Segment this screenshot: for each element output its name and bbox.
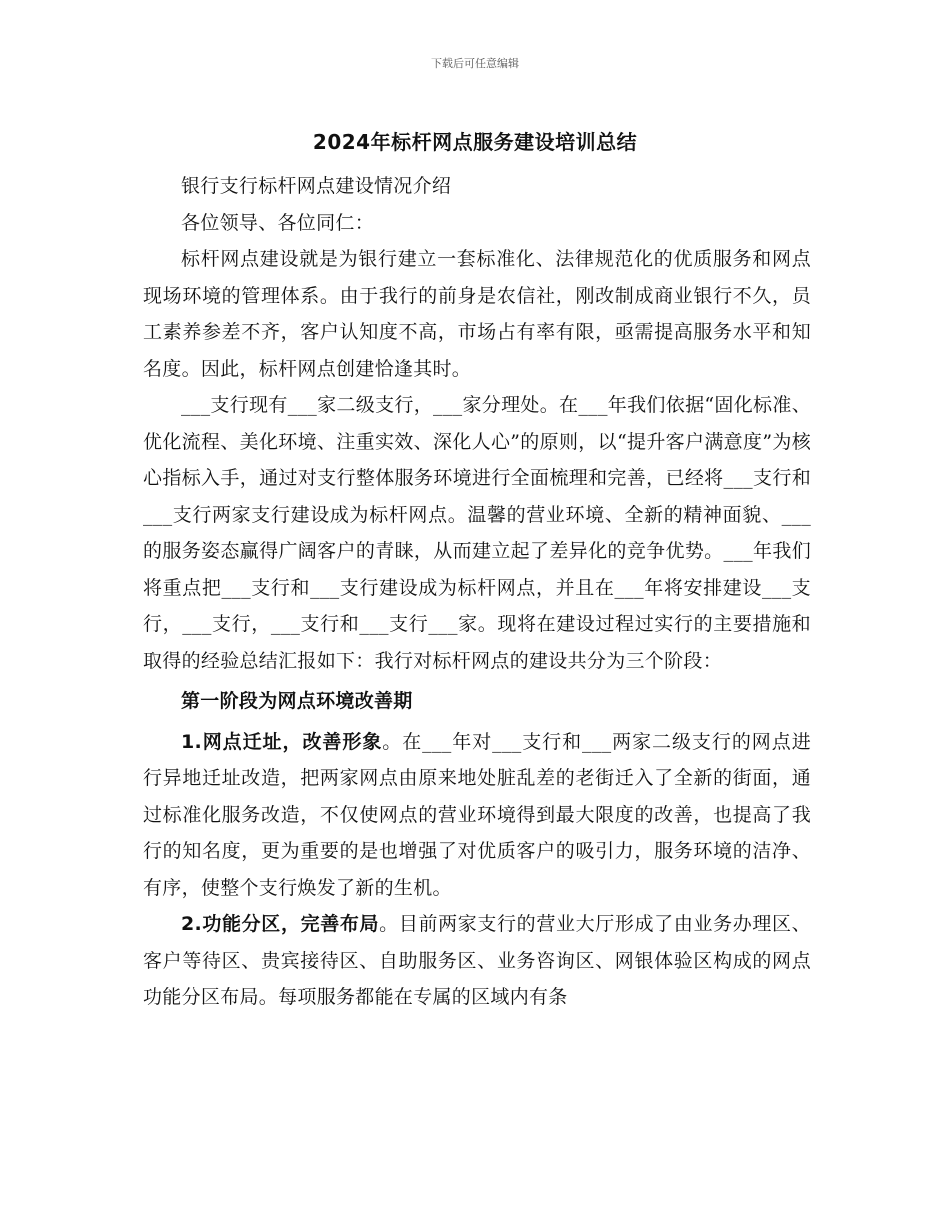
subtitle-paragraph: 银行支行标杆网点建设情况介绍: [181, 175, 452, 197]
document-title: 2024年标杆网点服务建设培训总结: [312, 130, 638, 154]
point-2-text: 。目前两家支行的营业大厅形成了由业务办理区、客户等待区、贵宾接待区、自助服务区、业务咨询区、网银体验区构成的网点功能分区布局。每项服务都能在专属的区域内有条: [143, 913, 811, 1008]
document-body: [143, 168, 811, 1016]
salutation-paragraph: 各位领导、各位同仁：: [181, 211, 375, 234]
header-note: 下载后可任意编辑: [431, 57, 519, 70]
point-2-paragraph: [143, 906, 811, 1016]
point-1-lead: 1.网点迁址，改善形象: [181, 730, 383, 753]
point-2-lead: 2.功能分区，完善布局: [181, 913, 380, 935]
section-heading: 第一阶段为网点环境改善期: [181, 690, 413, 712]
point-1-text: 。在___年对___支行和___两家二级支行的网点进行异地迁址改造，把两家网点由原来地处脏乱差的老街迁入了全新的街面，通过标准化服务改造，不仅使网点的营业环境得到最大限度的改善，也提高了我行的知名度，更为重要的是也增强了对优质客户的吸引力，服务环境的洁净、有序，使整个支行焕发了新的生机。: [143, 730, 811, 899]
intro-paragraph: 标杆网点建设就是为银行建立一套标准化、法律规范化的优质服务和网点现场环境的管理体系。由于我行的前身是农信社，刚改制成商业银行不久，员工素养参差不齐，客户认知度不高，市场占有率有限，亟需提高服务水平和知名度。因此，标杆网点创建恰逢其时。: [143, 248, 811, 380]
point-1-paragraph: [143, 724, 811, 907]
overview-paragraph: ___支行现有___家二级支行，___家分理处。在___年我们依据“固化标准、优化流程、美化环境、注重实效、深化人心”的原则，以“提升客户满意度”为核心指标入手，通过对支行整体服务环境进行全面梳理和完善，已经将___支行和___支行两家支行建设成为标杆网点。温馨的营业环境、全新的精神面貌、___的服务姿态赢得广阔客户的青睐，从而建立起了差异化的竞争优势。___年我们将重点把___支行和___支行建设成为标杆网点，并且在___年将安排建设___支行，___支行，___支行和___支行___家。现将在建设过程过实行的主要措施和取得的经验总结汇报如下：我行对标杆网点的建设共分为三个阶段：: [143, 394, 811, 672]
